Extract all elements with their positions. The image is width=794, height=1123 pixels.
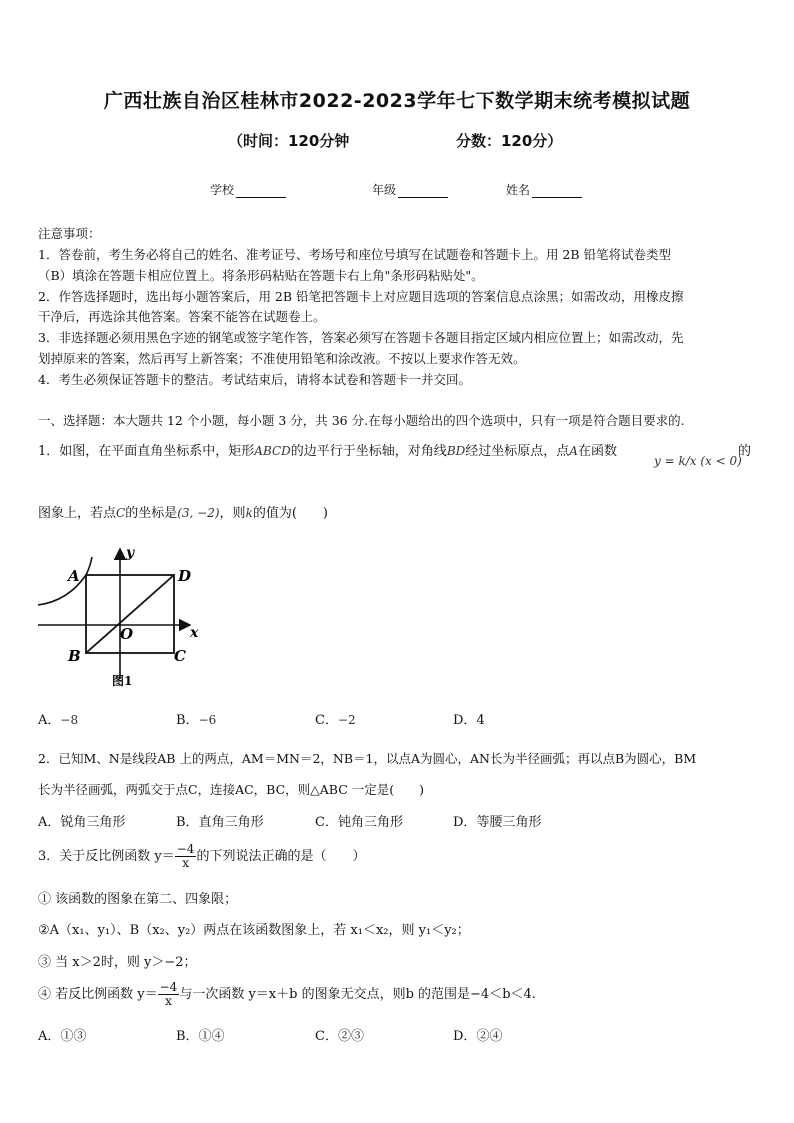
label-y: y: [126, 545, 135, 561]
note-line: 1．答卷前，考生务必将自己的姓名、准考证号、考场号和座位号填写在试题卷和答题卡上。用 2B 铅笔将试卷类型: [38, 247, 672, 262]
question-3-intro: 3．关于反比例函数 y＝ $\frac{-4}{x}$ 的下列说法正确的是（ ）: [38, 842, 366, 870]
statement-3: ③ 当 x＞2时，则 y＞−2；: [38, 955, 197, 970]
fraction: $\frac{-4}{x}$: [176, 842, 195, 870]
note-line: 干净后，再选涂其他答案。答案不能答在试题卷上。: [38, 309, 326, 324]
function-formula: y = k/x (x < 0): [654, 454, 742, 468]
exam-time: （时间：120分钟: [228, 132, 350, 150]
q2-option-c: C．钝角三角形: [315, 815, 403, 830]
exam-score: 分数：120分）: [456, 132, 563, 150]
label-b: B: [68, 647, 81, 665]
q1-option-c: C．−2: [315, 713, 356, 728]
q3-option-b: B．①④: [176, 1029, 225, 1044]
hyperbola-curve: [38, 557, 92, 605]
statement-1: ① 该函数的图象在第二、四象限；: [38, 892, 238, 907]
question-1-tail: 的: [738, 444, 752, 459]
figure-caption: 图1: [112, 674, 133, 688]
name-label: 姓名: [506, 183, 531, 197]
q3-option-a: A．①③: [38, 1029, 87, 1044]
section-heading: 一、选择题：本大题共 12 个小题，每小题 3 分，共 36 分.在每小题给出的四个选项中，只有一项是符合题目要求的.: [38, 413, 685, 428]
note-line: 2．作答选择题时，选出每小题答案后，用 2B 铅笔把答题卡上对应题目选项的答案信息点涂黑；如需改动，用橡皮擦: [38, 289, 684, 304]
question-2-line2: 长为半径画弧，两弧交于点C，连接AC，BC，则△ABC 一定是( ): [38, 782, 424, 797]
school-label: 学校: [210, 183, 235, 197]
statement-2: ②A（x₁、y₁）、B（x₂、y₂）两点在该函数图象上，若 x₁＜x₂，则 y₁＜y₂；: [38, 923, 470, 938]
label-a: A: [68, 567, 80, 585]
fraction: $\frac{-4}{x}$: [159, 980, 178, 1008]
question-1-line2: 图象上，若点C的坐标是(3, −2)，则k的值为( ): [38, 506, 328, 521]
q1-option-d: D．4: [453, 713, 485, 728]
grade-blank: [398, 185, 448, 198]
question-2-line1: 2．已知M、N是线段AB 上的两点，AM＝MN＝2，NB＝1，以点A为圆心，AN长为半径画弧；再以点B为圆心，BM: [38, 751, 697, 766]
q2-option-a: A．锐角三角形: [38, 815, 126, 830]
q2-option-b: B．直角三角形: [176, 815, 264, 830]
q1-option-b: B．−6: [176, 713, 217, 728]
name-field: [506, 181, 582, 198]
q2-option-d: D．等腰三角形: [453, 815, 542, 830]
name-blank: [532, 185, 582, 198]
page-title: 广西壮族自治区桂林市2022-2023学年七下数学期末统考模拟试题: [103, 90, 691, 112]
school-blank: [236, 185, 286, 198]
question-1-line1: 1．如图，在平面直角坐标系中，矩形ABCD的边平行于坐标轴，对角线BD经过坐标原点，点A在函数: [38, 444, 617, 459]
grade-label: 年级: [372, 183, 397, 197]
q1-option-a: A．−8: [38, 713, 79, 728]
label-c: C: [174, 647, 186, 665]
statement-4: ④ 若反比例函数 y＝ $\frac{-4}{x}$ 与一次函数 y＝x＋b 的图象无交点，则b 的范围是−4＜b＜4.: [38, 980, 536, 1008]
q3-option-d: D．②④: [453, 1029, 503, 1044]
notes-heading: 注意事项：: [38, 226, 101, 241]
note-line: （B）填涂在答题卡相应位置上。将条形码粘贴在答题卡右上角"条形码粘贴处"。: [38, 268, 484, 283]
figure-rectangle-graph: [34, 543, 204, 693]
note-line: 4．考生必须保证答题卡的整洁。考试结束后，请将本试卷和答题卡一并交回。: [38, 372, 471, 387]
note-line: 3．非选择题必须用黑色字迹的钢笔或签字笔作答，答案必须写在答题卡各题目指定区域内相应位置上；如需改动，先: [38, 330, 684, 345]
grade-field: [372, 181, 448, 198]
note-line: 划掉原来的答案，然后再写上新答案；不准使用铅笔和涂改液。不按以上要求作答无效。: [38, 351, 526, 366]
school-field: [210, 181, 286, 198]
label-o: O: [120, 625, 134, 643]
label-d: D: [178, 567, 192, 585]
q3-option-c: C．②③: [315, 1029, 364, 1044]
label-x: x: [190, 625, 199, 641]
